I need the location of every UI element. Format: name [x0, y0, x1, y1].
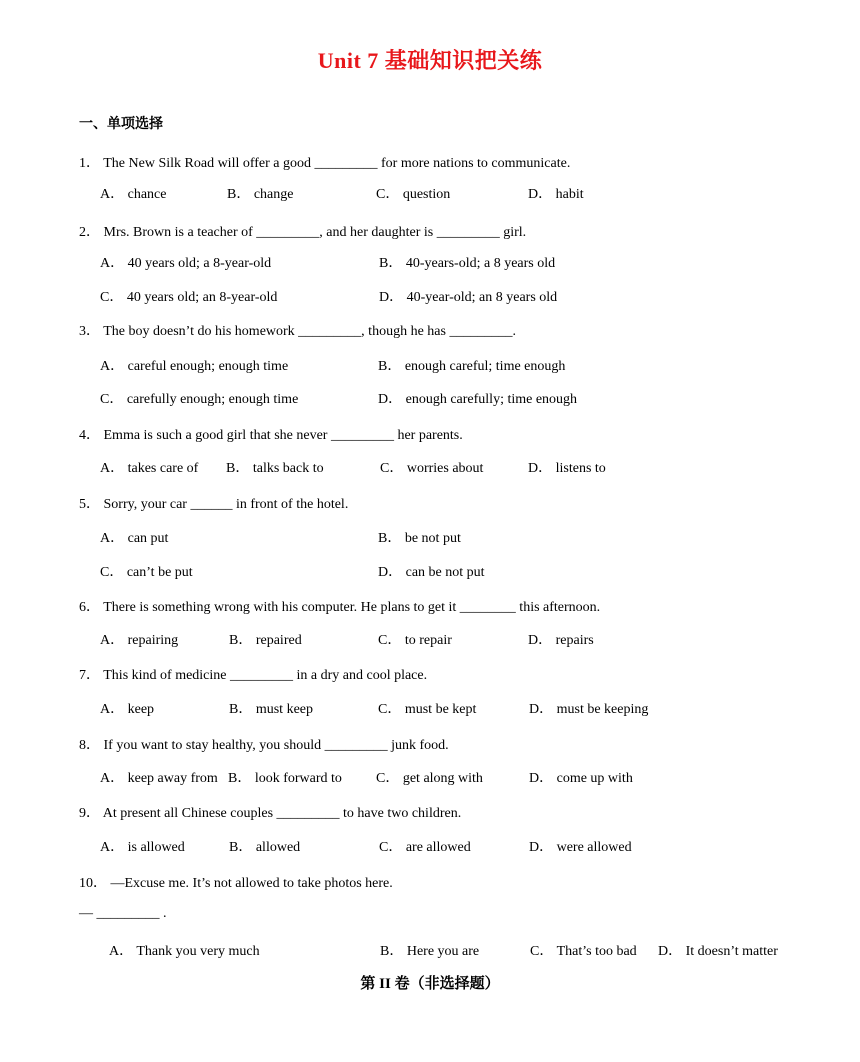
- question-6-option-d: D． repairs: [528, 633, 594, 648]
- question-7-option-d: D． must be keeping: [529, 702, 649, 717]
- question-1-option-b: B． change: [227, 187, 294, 202]
- question-10-response-line: — _________ .: [79, 906, 167, 921]
- question-4-option-a: A． takes care of: [100, 461, 199, 476]
- question-6-option-c: C． to repair: [378, 633, 452, 648]
- question-3-option-b: B． enough careful; time enough: [378, 359, 566, 374]
- question-9-option-b: B． allowed: [229, 840, 301, 855]
- question-7-stem: 7． This kind of medicine _________ in a dry and cool place.: [79, 668, 428, 683]
- question-7-option-c: C． must be kept: [378, 702, 477, 717]
- question-2-option-d: D． 40-year-old; an 8 years old: [379, 290, 558, 305]
- question-3-option-c: C． carefully enough; enough time: [100, 392, 299, 407]
- question-4-option-c: C． worries about: [380, 461, 484, 476]
- question-2-stem: 2． Mrs. Brown is a teacher of _________, and her daughter is _________ girl.: [79, 225, 527, 240]
- question-1-option-d: D． habit: [528, 187, 584, 202]
- question-2-option-b: B． 40-years-old; a 8 years old: [379, 256, 556, 271]
- question-6-stem: 6． There is something wrong with his computer. He plans to get it ________ this afternoon.: [79, 600, 601, 615]
- question-7-option-b: B． must keep: [229, 702, 313, 717]
- question-10-stem: 10． —Excuse me. It’s not allowed to take photos here.: [79, 876, 393, 891]
- question-8-option-c: C． get along with: [376, 771, 483, 786]
- question-5-option-c: C． can’t be put: [100, 565, 193, 580]
- question-9-option-c: C． are allowed: [379, 840, 471, 855]
- question-4-option-b: B． talks back to: [226, 461, 324, 476]
- question-8-option-b: B． look forward to: [228, 771, 342, 786]
- question-3-option-d: D． enough carefully; time enough: [378, 392, 578, 407]
- question-10-option-a: A． Thank you very much: [109, 944, 260, 959]
- question-4-stem: 4． Emma is such a good girl that she never _________ her parents.: [79, 428, 463, 443]
- section-heading: 一、单项选择: [79, 117, 163, 132]
- question-5-option-a: A． can put: [100, 531, 169, 546]
- question-3-option-a: A． careful enough; enough time: [100, 359, 289, 374]
- question-8-option-d: D． come up with: [529, 771, 633, 786]
- question-9-option-d: D． were allowed: [529, 840, 632, 855]
- question-6-option-a: A． repairing: [100, 633, 179, 648]
- part-two-heading: 第 II 卷（非选择题）: [360, 976, 500, 992]
- question-8-option-a: A． keep away from: [100, 771, 218, 786]
- page-title: Unit 7 基础知识把关练: [317, 48, 543, 73]
- question-1-option-a: A． chance: [100, 187, 167, 202]
- question-5-option-b: B． be not put: [378, 531, 461, 546]
- question-4-option-d: D． listens to: [528, 461, 606, 476]
- question-2-option-c: C． 40 years old; an 8-year-old: [100, 290, 278, 305]
- question-5-option-d: D． can be not put: [378, 565, 485, 580]
- question-1-stem: 1． The New Silk Road will offer a good _________ for more nations to communicate.: [79, 156, 571, 171]
- question-10-option-b: B． Here you are: [380, 944, 480, 959]
- question-10-option-d: D． It doesn’t matter: [658, 944, 778, 959]
- question-1-option-c: C． question: [376, 187, 451, 202]
- question-7-option-a: A． keep: [100, 702, 155, 717]
- question-8-stem: 8． If you want to stay healthy, you should _________ junk food.: [79, 738, 449, 753]
- question-10-option-c: C． That’s too bad: [530, 944, 637, 959]
- question-6-option-b: B． repaired: [229, 633, 302, 648]
- question-5-stem: 5． Sorry, your car ______ in front of the hotel.: [79, 497, 349, 512]
- question-2-option-a: A． 40 years old; a 8-year-old: [100, 256, 272, 271]
- question-3-stem: 3． The boy doesn’t do his homework _________, though he has _________.: [79, 324, 516, 339]
- question-9-option-a: A． is allowed: [100, 840, 185, 855]
- question-9-stem: 9． At present all Chinese couples _________ to have two children.: [79, 806, 462, 821]
